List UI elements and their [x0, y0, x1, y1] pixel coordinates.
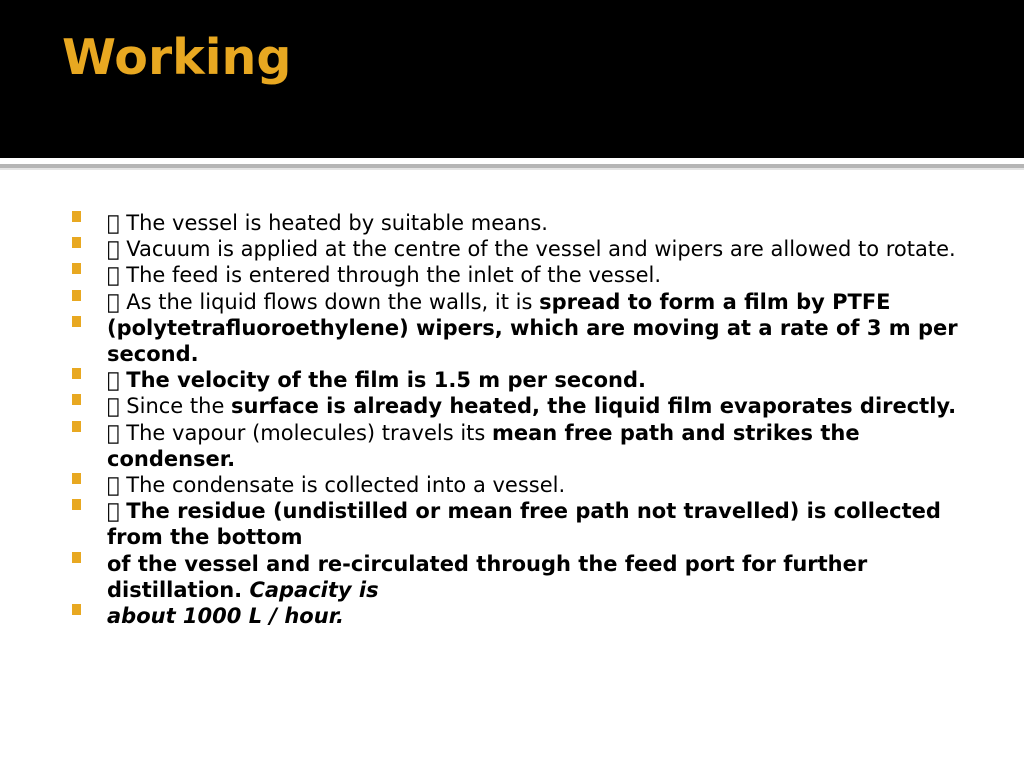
bullet-item [72, 210, 962, 236]
bullet-text-run: The vessel is heated by suitable means. [107, 211, 529, 235]
missing-glyph-icon [107, 237, 126, 261]
bullet-text-run: Capacity is [249, 577, 379, 602]
bullet-item [72, 551, 962, 603]
bullet-text-run: spread to form a film by PTFE [519, 289, 872, 314]
bullet-item [72, 420, 962, 472]
bullet-item [72, 289, 962, 315]
bullet-text-run: The feed is entered through the inlet of the vessel. [107, 263, 642, 288]
bullet-item [72, 498, 962, 550]
missing-glyph-icon [107, 421, 126, 445]
square-bullet-icon [72, 368, 81, 379]
square-bullet-icon [72, 499, 81, 510]
square-bullet-icon [72, 211, 81, 222]
bullet-text-run: of the vessel and re-circulated through the feed port for further distillation. [107, 551, 868, 602]
missing-glyph-icon [107, 211, 126, 235]
bullet-text-run: The residue (undistilled or mean free path not travelled) is collected from the bottom [107, 499, 922, 550]
missing-glyph-icon [107, 499, 126, 523]
square-bullet-icon [72, 237, 81, 248]
bullet-text-run: surface is already heated, the liquid film evaporates directly. [211, 394, 937, 419]
bullet-text-run: The velocity of the film is 1.5 m per second. [107, 368, 627, 393]
bullet-item [72, 236, 962, 262]
bullet-text-run: about 1000 L / hour. [107, 604, 345, 629]
missing-glyph-icon [107, 263, 126, 287]
title-bar [0, 0, 1024, 158]
bullet-text-run: As the liquid flows down the walls, it is [107, 289, 520, 314]
bullet-text-run: mean free path and strikes the condenser. [107, 420, 841, 471]
bullet-item [72, 603, 962, 629]
bullet-item [72, 472, 962, 498]
bullet-text-run: (polytetrafluoroethylene) wipers, which are moving at a rate of 3 m per second. [107, 315, 958, 367]
bullet-item [72, 393, 962, 419]
bullet-text-run: The condensate is collected into a vessel. [107, 473, 546, 498]
missing-glyph-icon [107, 394, 126, 418]
bullet-text-run: Vacuum is applied at the centre of the vessel and wipers are allowed to rotate. [107, 237, 937, 262]
bullet-item [72, 367, 962, 393]
missing-glyph-icon [107, 290, 126, 314]
bullet-text-run: The vapour (molecules) travels its [107, 420, 473, 445]
square-bullet-icon [72, 290, 81, 301]
bullet-text-run: Since the [107, 394, 212, 419]
square-bullet-icon [72, 421, 81, 432]
square-bullet-icon [72, 473, 81, 484]
square-bullet-icon [72, 604, 81, 615]
bullet-list [72, 210, 962, 629]
missing-glyph-icon [107, 368, 126, 392]
square-bullet-icon [72, 263, 81, 274]
missing-glyph-icon [107, 473, 126, 497]
square-bullet-icon [72, 316, 81, 327]
bullet-item [72, 315, 962, 367]
square-bullet-icon [72, 394, 81, 405]
slide-title: Working [62, 29, 292, 86]
bullet-item [72, 262, 962, 288]
square-bullet-icon [72, 552, 81, 563]
header-divider-highlight [0, 168, 1024, 170]
